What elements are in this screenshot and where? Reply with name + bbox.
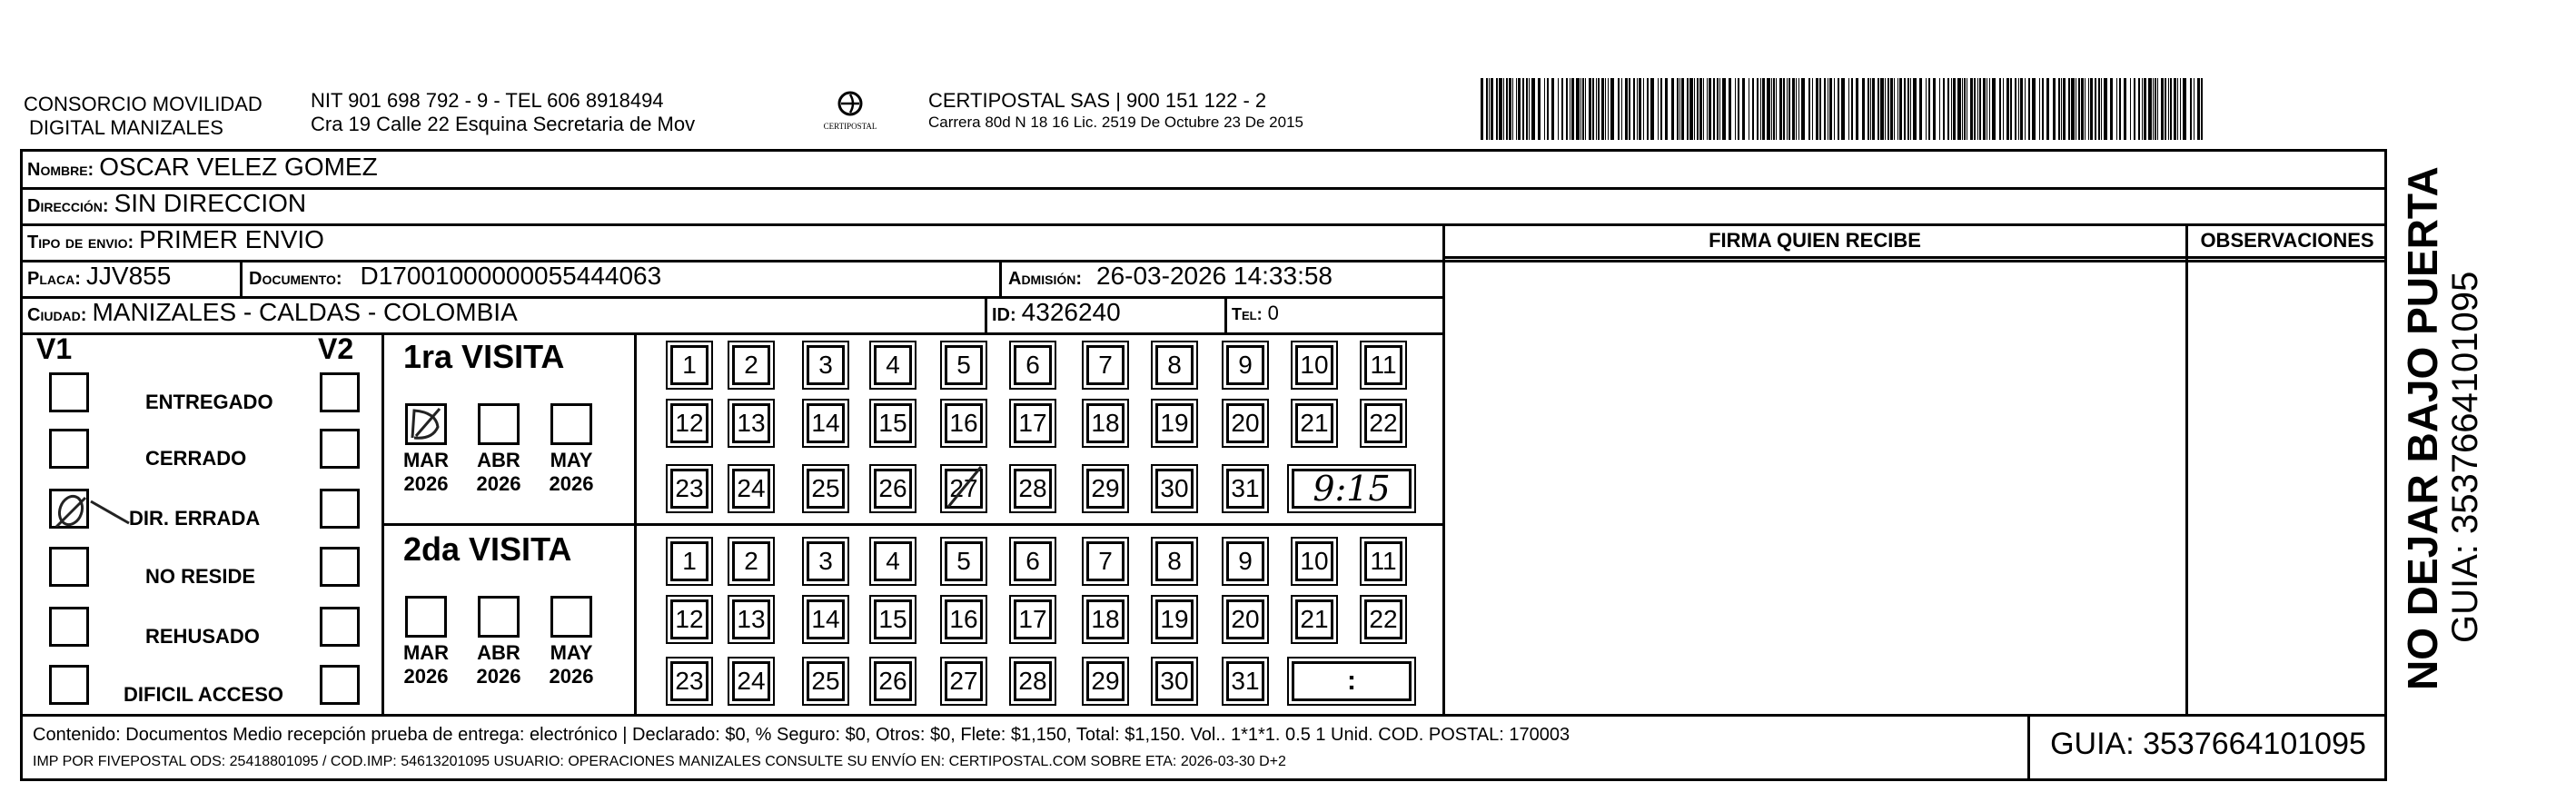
day-box[interactable]: 12 — [670, 403, 708, 443]
placa-cell: Placa: JJV855 — [27, 262, 172, 290]
v2-checkbox[interactable] — [320, 665, 360, 705]
status-label: DIR. ERRADA — [129, 507, 261, 530]
guia-box: GUIA: 3537664101095 — [2050, 727, 2366, 761]
v1-checkbox[interactable] — [49, 665, 89, 705]
day-box[interactable]: 6 — [1014, 345, 1052, 385]
day-box[interactable]: 28 — [1014, 469, 1052, 509]
day-box[interactable]: 6 — [1014, 541, 1052, 581]
day-box[interactable]: 21 — [1295, 599, 1333, 639]
day-box[interactable]: 24 — [732, 661, 770, 701]
documento-cell: Documento: D17001000000055444063 — [249, 262, 662, 290]
status-label: DIFICIL ACCESO — [124, 683, 284, 706]
day-box[interactable]: 30 — [1155, 469, 1194, 509]
handwritten-check-mark — [51, 490, 151, 536]
company-line-1: CONSORCIO MOVILIDAD — [24, 93, 263, 115]
sender-info — [311, 89, 695, 136]
day-box[interactable]: 21 — [1295, 403, 1333, 443]
day-box[interactable]: 20 — [1226, 403, 1264, 443]
nombre-value: OSCAR VELEZ GOMEZ — [99, 153, 378, 181]
day-box[interactable]: 31 — [1226, 469, 1264, 509]
status-label: REHUSADO — [145, 625, 260, 648]
day-box[interactable]: 4 — [874, 345, 912, 385]
day-box[interactable]: 14 — [807, 599, 845, 639]
day-box[interactable]: 10 — [1295, 541, 1333, 581]
nit-line: NIT 901 698 792 - 9 - TEL 606 8918494 — [311, 89, 664, 112]
day-box[interactable]: 25 — [807, 469, 845, 509]
status-label: NO RESIDE — [145, 565, 256, 588]
day-box[interactable]: 22 — [1364, 599, 1402, 639]
month-label: MAR — [402, 449, 450, 471]
month-label: ABR — [477, 449, 520, 471]
footer-content: Contenido: Documentos Medio recepción prueba de entrega: electrónico | Declarado: $0, % Seguro: $0, Otros: $0, Flete: $1,150, Total: $1,150. Vol.. 1*1*1. 0.5 1 Unid. COD. POSTAL: 170003 — [33, 725, 1570, 745]
day-box[interactable]: 28 — [1014, 661, 1052, 701]
day-box[interactable]: 14 — [807, 403, 845, 443]
day-box[interactable]: 23 — [670, 661, 708, 701]
logo-icon — [814, 87, 887, 142]
placa-value: JJV855 — [85, 262, 172, 290]
v2-header: V2 — [318, 332, 354, 365]
address-line: Cra 19 Calle 22 Esquina Secretaria de Mov — [311, 113, 696, 135]
day-box[interactable]: 11 — [1364, 345, 1402, 385]
v2-checkbox[interactable] — [320, 429, 360, 469]
day-box[interactable]: 2 — [732, 345, 770, 385]
day-box[interactable]: 1 — [670, 345, 708, 385]
month-label: MAR — [402, 641, 450, 664]
ciudad-value: MANIZALES - CALDAS - COLOMBIA — [92, 298, 518, 326]
day-box[interactable]: 9 — [1226, 345, 1264, 385]
tipo-row: Tipo de envio: PRIMER ENVIO — [27, 225, 324, 253]
day-box[interactable]: 31 — [1226, 661, 1264, 701]
day-box[interactable]: 17 — [1014, 403, 1052, 443]
nombre-row: Nombre: OSCAR VELEZ GOMEZ — [27, 153, 378, 181]
day-box[interactable]: 24 — [732, 469, 770, 509]
day-box[interactable]: 15 — [874, 599, 912, 639]
day-box[interactable]: 25 — [807, 661, 845, 701]
year-label: 2026 — [549, 472, 594, 495]
side-guia: GUIA: 3537664101095 — [2445, 271, 2485, 643]
no-dejar-warning: NO DEJAR BAJO PUERTA — [2399, 166, 2446, 690]
v1-checkbox[interactable] — [49, 372, 89, 412]
status-label: ENTREGADO — [145, 391, 273, 413]
v1-checkbox[interactable] — [49, 607, 89, 647]
first-visit-title: 1ra VISITA — [403, 338, 565, 375]
day-box[interactable]: 9 — [1226, 541, 1264, 581]
id-value: 4326240 — [1021, 298, 1121, 326]
day-box[interactable]: 16 — [945, 599, 983, 639]
day-box[interactable]: 27 — [945, 661, 983, 701]
month-label: MAY — [550, 641, 593, 664]
month-checkbox[interactable] — [405, 596, 447, 638]
certipostal-logo: CERTIPOSTAL — [814, 87, 887, 142]
status-label: CERRADO — [145, 447, 247, 470]
second-visit-title: 2da VISITA — [403, 530, 572, 568]
v1-checkbox[interactable] — [49, 547, 89, 587]
month-label: ABR — [477, 641, 520, 664]
day-box[interactable]: 8 — [1155, 541, 1194, 581]
courier-info — [928, 89, 1303, 133]
year-label: 2026 — [549, 665, 594, 688]
courier-line-2: Carrera 80d N 18 16 Lic. 2519 De Octubre 23 De 2015 — [928, 114, 1303, 131]
day-box[interactable]: 10 — [1295, 345, 1333, 385]
direccion-row: Dirección: SIN DIRECCION — [27, 189, 307, 217]
footer-print-info: IMP POR FIVEPOSTAL ODS: 25418801095 / COD.IMP: 54613201095 USUARIO: OPERACIONES MANIZALES CONSULTE SU ENVÍO EN: CERTIPOSTAL.COM SOBRE ETA: 2026-03-30 D+2 — [33, 754, 1286, 769]
handwritten-month-mark — [405, 403, 447, 445]
month-label: MAY — [550, 449, 593, 471]
day-box[interactable]: 20 — [1226, 599, 1264, 639]
day-box[interactable]: 17 — [1014, 599, 1052, 639]
month-checkbox[interactable] — [550, 596, 592, 638]
day-box[interactable]: 23 — [670, 469, 708, 509]
day-box[interactable]: 27 — [945, 469, 983, 509]
first-visit-time[interactable]: 9:15 — [1292, 469, 1412, 509]
admision-cell: Admisión: 26-03-2026 14:33:58 — [1008, 262, 1333, 290]
day-box[interactable]: 13 — [732, 403, 770, 443]
second-visit-time[interactable]: : — [1292, 661, 1412, 701]
company-name — [24, 93, 263, 140]
day-box[interactable]: 1 — [670, 541, 708, 581]
observaciones-header: OBSERVACIONES — [2200, 229, 2374, 252]
day-box[interactable]: 4 — [874, 541, 912, 581]
day-box[interactable]: 29 — [1086, 661, 1125, 701]
day-box[interactable]: 2 — [732, 541, 770, 581]
courier-line-1: CERTIPOSTAL SAS | 900 151 122 - 2 — [928, 89, 1267, 112]
day-box[interactable]: 16 — [945, 403, 983, 443]
year-label: 2026 — [476, 665, 521, 688]
day-box[interactable]: 5 — [945, 541, 983, 581]
day-box[interactable]: 3 — [807, 541, 845, 581]
ciudad-cell: Ciudad: MANIZALES - CALDAS - COLOMBIA — [27, 298, 518, 326]
day-box[interactable]: 19 — [1155, 403, 1194, 443]
year-label: 2026 — [403, 472, 449, 495]
day-box[interactable]: 11 — [1364, 541, 1402, 581]
tel-cell: Tel: 0 — [1232, 302, 1279, 324]
firma-header: FIRMA QUIEN RECIBE — [1709, 229, 1921, 252]
v2-checkbox[interactable] — [320, 607, 360, 647]
tipo-value: PRIMER ENVIO — [139, 225, 324, 253]
v2-checkbox[interactable] — [320, 489, 360, 529]
day-box[interactable]: 18 — [1086, 599, 1125, 639]
tel-value: 0 — [1267, 302, 1279, 324]
month-checkbox[interactable] — [478, 596, 520, 638]
day-box[interactable]: 12 — [670, 599, 708, 639]
day-box[interactable]: 7 — [1086, 345, 1125, 385]
year-label: 2026 — [476, 472, 521, 495]
direccion-value: SIN DIRECCION — [114, 189, 307, 217]
year-label: 2026 — [403, 665, 449, 688]
id-cell: ID: 4326240 — [992, 298, 1121, 326]
day-box[interactable]: 15 — [874, 403, 912, 443]
v2-checkbox[interactable] — [320, 547, 360, 587]
day-box[interactable]: 19 — [1155, 599, 1194, 639]
documento-value: D17001000000055444063 — [360, 262, 662, 290]
barcode — [1481, 78, 2207, 140]
v2-checkbox[interactable] — [320, 372, 360, 412]
day-box[interactable]: 30 — [1155, 661, 1194, 701]
day-box[interactable]: 8 — [1155, 345, 1194, 385]
admision-value: 26-03-2026 14:33:58 — [1096, 262, 1333, 290]
day-box[interactable]: 26 — [874, 661, 912, 701]
handwritten-day-mark — [943, 465, 986, 510]
day-box[interactable]: 3 — [807, 345, 845, 385]
v1-checkbox[interactable] — [49, 429, 89, 469]
day-box[interactable]: 7 — [1086, 541, 1125, 581]
month-checkbox[interactable] — [550, 403, 592, 445]
day-box[interactable]: 5 — [945, 345, 983, 385]
day-box[interactable]: 13 — [732, 599, 770, 639]
v1-header: V1 — [36, 332, 73, 365]
month-checkbox[interactable] — [478, 403, 520, 445]
company-line-2: DIGITAL MANIZALES — [29, 116, 223, 139]
day-box[interactable]: 18 — [1086, 403, 1125, 443]
day-box[interactable]: 29 — [1086, 469, 1125, 509]
day-box[interactable]: 26 — [874, 469, 912, 509]
day-box[interactable]: 22 — [1364, 403, 1402, 443]
